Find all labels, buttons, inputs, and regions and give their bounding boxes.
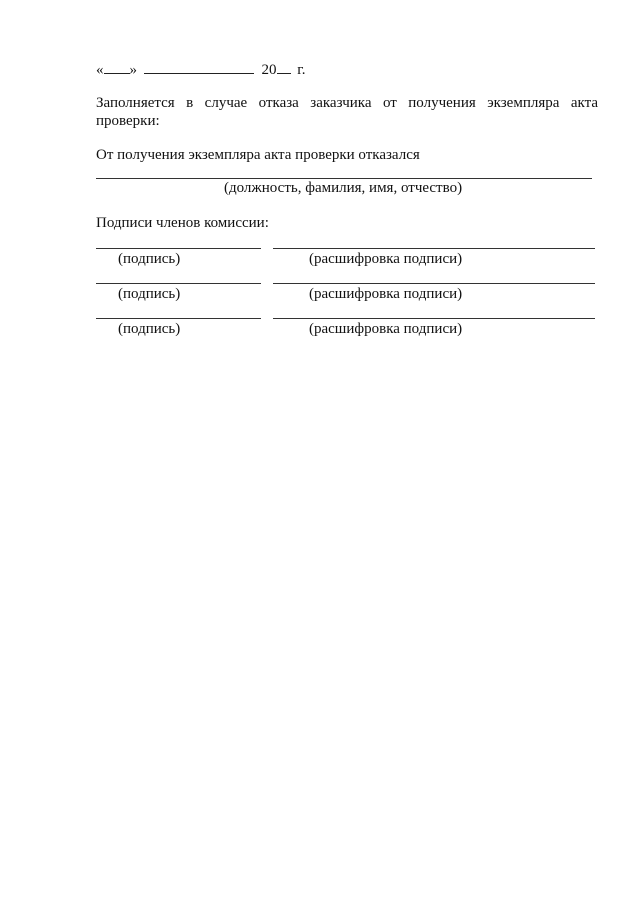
signature-field[interactable] <box>96 318 261 319</box>
signature-caption: (подпись) <box>118 286 181 302</box>
date-line <box>96 59 305 79</box>
refusal-note-line1: Заполняется в случае отказа заказчика от получения экземпляра акта <box>96 95 598 111</box>
refusal-note <box>96 94 598 130</box>
signature-field[interactable] <box>96 283 261 284</box>
signature-decoding-caption: (расшифровка подписи) <box>309 286 463 302</box>
year-prefix: 20 <box>261 62 277 78</box>
members-title: Подписи членов комиссии: <box>96 215 269 231</box>
signature-caption: (подпись) <box>118 321 181 337</box>
year-suffix: г. <box>297 62 306 78</box>
date-open-quote: « <box>96 62 104 78</box>
signature-decoding-caption: (расшифровка подписи) <box>309 321 463 337</box>
refusal-note-line2: проверки: <box>96 113 160 129</box>
refused-statement: От получения экземпляра акта проверки отказался <box>96 147 420 163</box>
refused-person-field[interactable] <box>96 178 592 179</box>
day-blank[interactable] <box>104 59 130 74</box>
signature-caption: (подпись) <box>118 251 181 267</box>
refused-caption: (должность, фамилия, имя, отчество) <box>224 180 463 196</box>
signature-decoding-caption: (расшифровка подписи) <box>309 251 463 267</box>
month-blank[interactable] <box>144 59 254 74</box>
signature-decoding-field[interactable] <box>273 248 595 249</box>
date-close-quote: » <box>129 62 137 78</box>
signature-decoding-field[interactable] <box>273 283 595 284</box>
year-blank[interactable] <box>277 59 291 74</box>
signature-decoding-field[interactable] <box>273 318 595 319</box>
signature-field[interactable] <box>96 248 261 249</box>
